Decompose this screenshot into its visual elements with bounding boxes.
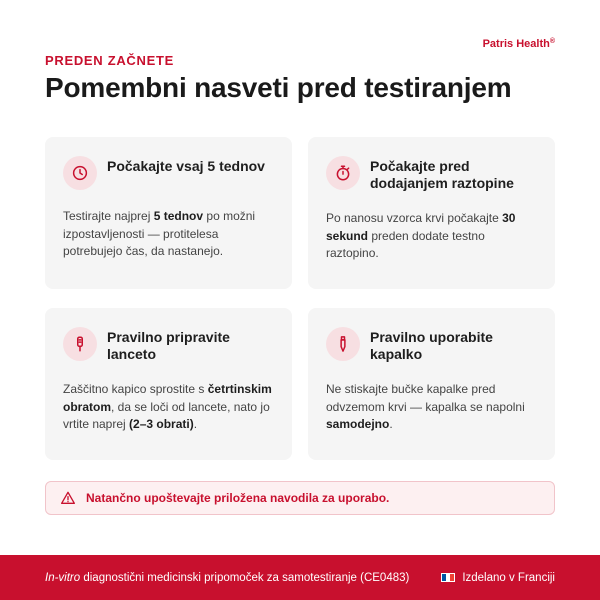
tip-card-wait-solution [308,137,555,289]
brand-logo [483,38,555,50]
notice-text: Natančno upoštevajte priložena navodila za uporabo. [86,491,390,505]
card-body: Testirajte najprej 5 tednov po možni izpostavljenosti — protitelesa potrebujejo čas, da nastanejo. [63,209,256,258]
tip-card-lancet [45,308,292,460]
stopwatch-icon [326,156,360,190]
brand-name: Patris Health [482,38,550,50]
dropper-icon [326,327,360,361]
clock-icon [63,156,97,190]
footer-description-text: diagnostični medicinski pripomoček za samotestiranje (CE0483) [80,571,410,584]
footer-bar [0,555,600,600]
warning-triangle-icon [60,490,76,506]
card-body: Po nanosu vzorca krvi počakajte 30 sekund preden dodate testno raztopino. [326,211,516,260]
tip-card-wait-weeks [45,137,292,289]
france-flag-icon [441,573,455,582]
tip-card-dropper [308,308,555,460]
card-body: Zaščitno kapico sprostite s četrtinskim obratom, da se loči od lancete, nato jo vrtite naprej (2–3 obrati). [63,382,272,431]
registered-mark: ® [549,38,555,45]
lancet-icon [63,327,97,361]
section-eyebrow: PREDEN ZAČNETE [45,53,174,68]
footer-italic-prefix: In-vitro [45,571,81,584]
instructions-notice [45,481,555,515]
card-title: Pravilno pripravite lanceto [107,329,230,362]
footer-origin-text: Izdelano v Franciji [462,571,555,584]
card-title: Počakajte pred dodajanjem raztopine [370,158,514,191]
card-title: Počakajte vsaj 5 tednov [107,158,265,174]
page-title: Pomembni nasveti pred testiranjem [45,72,512,103]
card-title: Pravilno uporabite kapalko [370,329,493,362]
card-body: Ne stiskajte bučke kapalke pred odvzemom krvi — kapalka se napolni samodejno. [326,382,525,431]
footer-origin [441,572,555,584]
footer-device-description [45,572,409,584]
